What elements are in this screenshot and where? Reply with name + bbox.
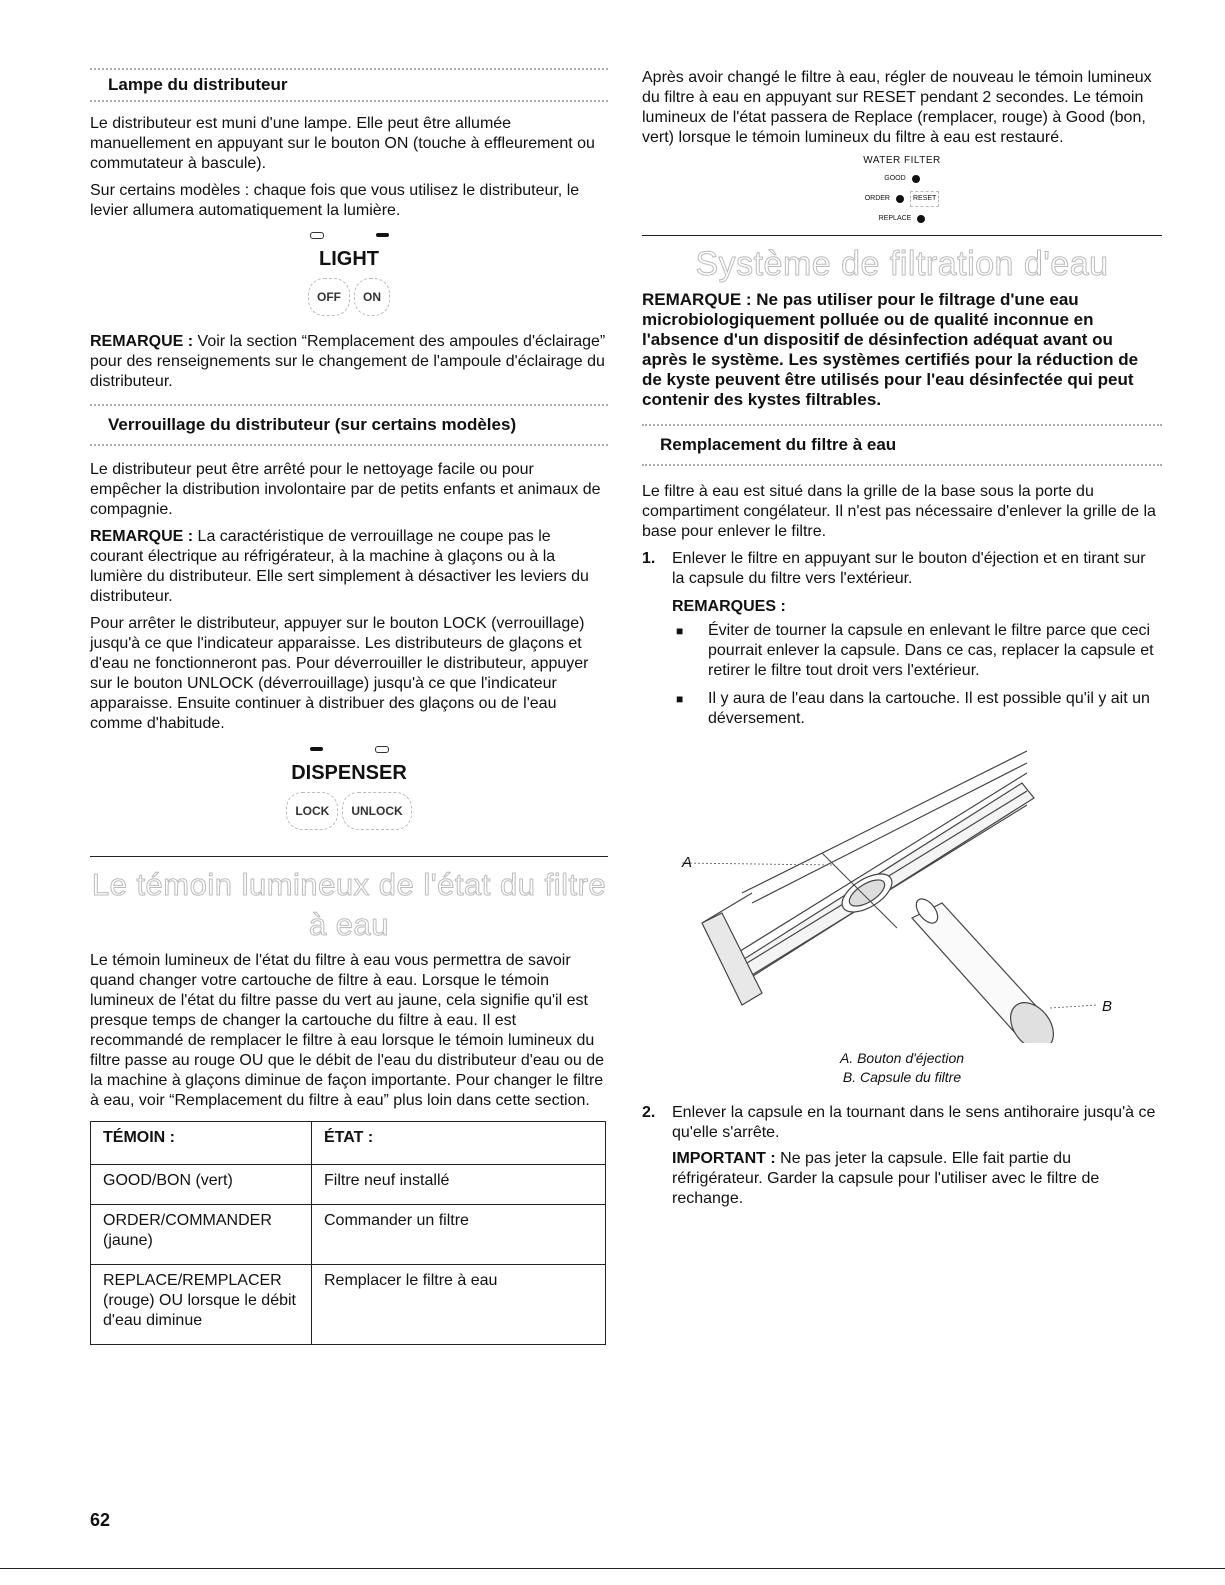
table-cell: ORDER/COMMANDER (jaune) [91,1205,312,1265]
section-rule [642,235,1162,236]
lamp-note: REMARQUE : Voir la section “Remplacement des ampoules d'éclairage” pour des renseignements sur le changement de l'ampoule d'éclairage du distributeur. [90,333,606,390]
right-column [642,68,1162,1215]
water-filter-title: WATER FILTER [863,155,941,166]
callout-b: B [1102,998,1113,1015]
step-1: 1. Enlever le filtre en appuyant sur le bouton d'éjection et en tirant sur la capsule du filtre vers l'extérieur. REMARQUES : ■ Éviter de tourner la capsule en enlevant le filtre parce que ceci pourrait enlever la capsule. Dans ce cas, replacer la capsule et retirer le filtre tout droit vers l'extérieur. ■ Il y aura de l'eau dans la cartouche. Il est possible qu'il y ait un déversement. [642,549,1162,737]
status-section-title: Le témoin lumineux de l'état du filtre à eau [91,867,607,942]
on-button: ON [354,278,390,316]
replacement-paragraph: Le filtre à eau est situé dans la grille de la base sous la porte du compartiment congélateur. Il n'est pas nécessaire d'enlever la grille de la base pour enlever le filtre. [642,483,1156,540]
section-rule [90,856,608,857]
divider [90,444,608,446]
replace-label: REPLACE [878,215,912,222]
important-note: IMPORTANT : Ne pas jeter la capsule. Elle fait partie du réfrigérateur. Garder la capsule pour l'utiliser avec le filtre de rechange. [672,1150,1100,1207]
filter-illustration [642,743,1162,1043]
lamp-paragraph-1: Le distributeur est muni d'une lampe. Elle peut être allumée manuellement en appuyant sur le bouton ON (touche à effleurement ou commutateur à bascule). [90,115,595,172]
left-column [90,68,608,1345]
replace-light-icon [917,215,925,223]
caption-b: B. Capsule du filtre [842,1069,962,1085]
divider [642,464,1162,466]
dispenser-title: DISPENSER [291,762,407,784]
system-note: REMARQUE : Ne pas utiliser pour le filtrage d'une eau microbiologiquement polluée ou de qualité inconnue en l'absence d'un dispositif de désinfection adéquat avant ou après le système. Les systèmes certifiés pour la réduction de de kyste peuvent être utilisés pour l'eau désinfectée qui peut contenir des kystes filtrables. [642,290,1139,409]
remarques-label: REMARQUES : [672,598,786,615]
square-bullet-icon: ■ [676,692,684,706]
step-1-text: Enlever le filtre en appuyant sur le bouton d'éjection et en tirant sur la capsule du filtre vers l'extérieur. [672,550,1146,587]
list-item: ■ Éviter de tourner la capsule en enlevant le filtre parce que ceci pourrait enlever la capsule. Dans ce cas, replacer la capsule et retirer le filtre tout droit vers l'extérieur. [672,621,1162,681]
light-title: LIGHT [319,248,379,270]
status-paragraph: Le témoin lumineux de l'état du filtre à eau vous permettra de savoir quand changer votre cartouche de filtre à eau. Lorsque le témoin lumineux de l'état du filtre passe du vert au jaune, cela signifie qu'il est presque temps de changer la cartouche du filtre à eau. Il est recommandé de remplacer le filtre à eau lorsque le témoin lumineux du filtre passe au rouge OU que le débit de l'eau du distributeur d'eau ou de la machine à glaçons diminue de façon importante. Pour changer le filtre à eau, voir “Remplacement du filtre à eau” plus loin dans cette section. [90,952,605,1109]
divider [90,100,608,102]
on-indicator-icon [376,233,389,237]
page-number: 62 [90,1510,111,1530]
lock-button: LOCK [286,792,338,830]
lock-paragraph-1: Le distributeur peut être arrêté pour le nettoyage facile ou pour empêcher la distribution involontaire par de petits enfants et animaux de compagnie. [90,461,601,518]
order-light-icon [896,195,904,203]
good-light-icon [912,175,920,183]
lock-heading: Verrouillage du distributeur (sur certains modèles) [108,415,517,434]
table-cell: REPLACE/REMPLACER (rouge) OU lorsque le débit d'eau diminue [91,1265,312,1345]
replacement-heading: Remplacement du filtre à eau [660,435,897,454]
callout-a: A [682,854,693,871]
step-2: 2. Enlever la capsule en la tournant dans le sens antihoraire jusqu'à ce qu'elle s'arrête. IMPORTANT : Ne pas jeter la capsule. Elle fait partie du réfrigérateur. Garder la capsule pour l'utiliser avec le filtre de rechange. [642,1103,1162,1209]
dispenser-control [90,742,608,830]
water-filter-panel [642,155,1162,225]
reset-paragraph: Après avoir changé le filtre à eau, régler de nouveau le témoin lumineux du filtre à eau en appuyant sur RESET pendant 2 secondes. Le témoin lumineux de l'état passera de Replace (remplacer, rouge) à Good (bon, vert) lorsque le témoin lumineux du filtre à eau est restauré. [642,69,1152,146]
footer-rule [0,1568,1225,1569]
light-control [90,228,608,316]
system-section-title: Système de filtration d'eau [695,245,1109,283]
off-button: OFF [308,278,350,316]
lamp-paragraph-2: Sur certains modèles : chaque fois que vous utilisez le distributeur, le levier allumera automatiquement la lumière. [90,182,580,219]
caption-a: A. Bouton d'éjection [839,1050,965,1066]
off-indicator-icon [310,232,324,239]
table-header: ÉTAT : [312,1122,606,1165]
lock-indicator-icon [310,747,323,751]
table-row [91,1165,606,1205]
table-cell: Remplacer le filtre à eau [312,1265,606,1345]
square-bullet-icon: ■ [676,624,684,638]
unlock-indicator-icon [375,746,389,753]
unlock-button: UNLOCK [342,792,411,830]
table-cell: Filtre neuf installé [312,1165,606,1205]
lamp-heading: Lampe du distributeur [108,75,288,94]
filter-removal-illustration [642,743,1162,1043]
table-cell: GOOD/BON (vert) [91,1165,312,1205]
lock-paragraph-2: Pour arrêter le distributeur, appuyer sur le bouton LOCK (verrouillage) jusqu'à ce que l'indicateur apparaisse. Les distributeurs de glaçons et d'eau ne fonctionneront pas. Pour déverrouiller le distributeur, appuyer sur le bouton UNLOCK (déverrouillage) jusqu'à ce que l'indicateur apparaisse. Ensuite continuer à distribuer des glaçons ou de l'eau comme d'habitude. [90,615,589,732]
step-2-text: Enlever la capsule en la tournant dans le sens antihoraire jusqu'à ce qu'elle s'arrête. [672,1104,1156,1141]
status-table [90,1121,606,1345]
table-row [91,1265,606,1345]
reset-label: RESET [910,191,939,207]
table-cell: Commander un filtre [312,1205,606,1265]
table-row [91,1205,606,1265]
good-label: GOOD [884,175,906,182]
lock-note: REMARQUE : La caractéristique de verrouillage ne coupe pas le courant électrique au réfrigérateur, à la machine à glaçons ou à la lumière du distributeur. Elle sert simplement à désactiver les leviers du distributeur. [90,528,589,605]
list-item: ■ Il y aura de l'eau dans la cartouche. Il est possible qu'il y ait un déversement. [672,689,1162,729]
table-header: TÉMOIN : [91,1122,312,1165]
order-label: ORDER [864,195,890,202]
